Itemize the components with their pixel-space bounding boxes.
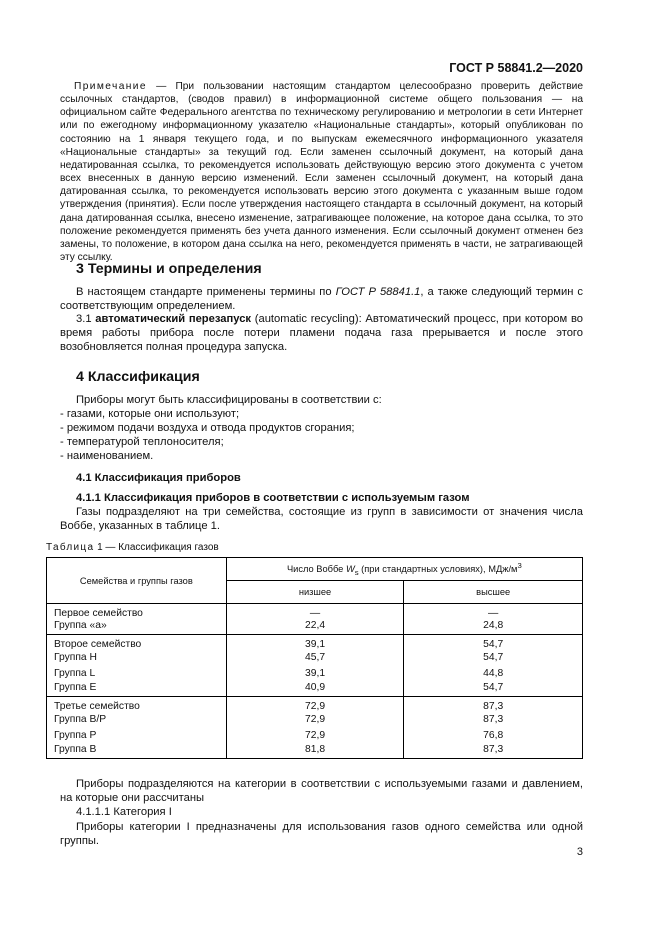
gas-group-name: Группа «а» [47,619,227,635]
wobbe-high: — [404,604,583,620]
table-caption-label: Таблица [46,542,95,553]
wobbe-high: 44,8 [404,666,583,682]
subsection-4-1-title: 4.1 Классификация приборов [76,472,241,484]
gas-group-name: Третье семейство [47,697,227,713]
gas-group-name: Группа Е [47,681,227,697]
wobbe-low: 72,9 [226,728,404,744]
header-wobbe-b: (при стандартных условиях), МДж/м [358,564,518,575]
table-caption [46,542,219,553]
gas-group-name: Группа В/Р [47,712,227,728]
term-name: автоматический перезапуск [95,313,252,325]
note-label: Примечание [74,81,147,92]
header-wobbe-sup: 3 [517,561,522,571]
table-row [47,743,583,759]
intro-text-a: В настоящем стандарте применены термины по [76,286,336,298]
gas-group-name: Группа Р [47,728,227,744]
section-4-title: 4 Классификация [76,369,200,385]
wobbe-low: 22,4 [226,619,404,635]
category-i-text: Приборы категории I предназначены для использования газов одного семейства или одной группы. [60,821,583,848]
gas-group-name: Второе семейство [47,635,227,651]
subsection-4-1-1-title: 4.1.1 Классификация приборов в соответствии с используемым газом [76,492,470,504]
note-paragraph [60,80,583,264]
wobbe-high: 87,3 [404,697,583,713]
header-low: низшее [226,581,404,604]
wobbe-low: 45,7 [226,650,404,666]
table-row [47,681,583,697]
table-row [47,712,583,728]
wobbe-low: 39,1 [226,635,404,651]
header-wobbe [226,558,582,581]
section-3-intro [60,285,583,313]
category-i-heading: 4.1.1.1 Категория I [76,806,172,818]
list-item: - режимом подачи воздуха и отвода продуктов сгорания; [60,422,355,434]
wobbe-low: 39,1 [226,666,404,682]
note-text: — При пользовании настоящим стандартом целесообразно проверить действие ссылочных стандартов, (сводов правил) в информационной системе общего пользования — на официальном сайте Федерального агентства по техническому регулированию и метрологии в сети Интернет или по ежегодному информационному указателю «Национальные стандарты», который опубликован по состоянию на 1 января текущего года, и по выпускам ежемесячного информационного указателя «Национальные стандарты» за текущий год. Если заменен ссылочный документ, на который дана недатированная ссылка, то рекомендуется использовать действующую версию этого документа с учетом всех внесенных в данную версию изменений. Если заменен ссылочный документ, на который дана датированная ссылка, то рекомендуется использовать версию этого документа с указанным выше годом утверждения (принятия). Если после утверждения настоящего стандарта в ссылочный документ, на который дана датированная ссылка, внесено изменение, затрагивающее положение, на которое дана ссылка, то это положение рекомендуется применять без учета данного изменения. Если ссылочный документ отменен без замены, то положение, в котором дана ссылка на него, рекомендуется применять в части, не затрагивающей эту ссылку. [60,81,583,264]
header-wobbe-a: Число Воббе [286,564,346,575]
intro-reference: ГОСТ Р 58841.1 [335,286,421,298]
document-id-header: ГОСТ Р 58841.2—2020 [449,61,583,75]
intro-text-b: , а также следующий термин с соответствующим определением. [60,286,583,313]
table-row [47,650,583,666]
table-row [47,697,583,713]
header-wobbe-w: W [345,564,355,575]
wobbe-low: — [226,604,404,620]
gas-classification-table [46,557,583,759]
header-families: Семейства и группы газов [47,558,227,604]
wobbe-high: 87,3 [404,712,583,728]
wobbe-high: 54,7 [404,635,583,651]
categories-paragraph: Приборы подразделяются на категории в соответствии с используемыми газами и давлением, на которые они рассчитаны [60,778,583,805]
gas-group-name: Группа Н [47,650,227,666]
term-3-1 [60,312,583,355]
section-3-title: 3 Термины и определения [76,261,262,277]
table-row [47,666,583,682]
gas-families-text: Газы подразделяют на три семейства, состоящие из групп в зависимости от значения числа Воббе, указанных в таблице 1. [60,506,583,533]
wobbe-low: 72,9 [226,697,404,713]
list-item: - газами, которые они используют; [60,408,240,420]
wobbe-high: 76,8 [404,728,583,744]
table-row [47,604,583,620]
page-number: 3 [576,846,583,858]
wobbe-high: 87,3 [404,743,583,759]
wobbe-low: 72,9 [226,712,404,728]
gas-group-name: Группа В [47,743,227,759]
header-high: высшее [404,581,583,604]
term-number: 3.1 [76,313,96,325]
table-caption-text: 1 — Классификация газов [94,542,219,553]
table-row [47,619,583,635]
table-row [47,728,583,744]
wobbe-low: 40,9 [226,681,404,697]
header-wobbe-s: s [354,567,359,577]
table-row [47,635,583,651]
gas-group-name: Группа L [47,666,227,682]
gas-group-name: Первое семейство [47,604,227,620]
list-item: - температурой теплоносителя; [60,436,224,448]
term-definition: (automatic recycling): Автоматический процесс, при котором во время работы прибора после потери пламени подача газа прерывается и после этого возобновляется полная процедура запуска. [60,313,583,354]
wobbe-high: 54,7 [404,650,583,666]
wobbe-low: 81,8 [226,743,404,759]
wobbe-high: 54,7 [404,681,583,697]
list-item: - наименованием. [60,450,154,462]
classification-intro: Приборы могут быть классифицированы в соответствии с: [76,394,382,406]
wobbe-high: 24,8 [404,619,583,635]
